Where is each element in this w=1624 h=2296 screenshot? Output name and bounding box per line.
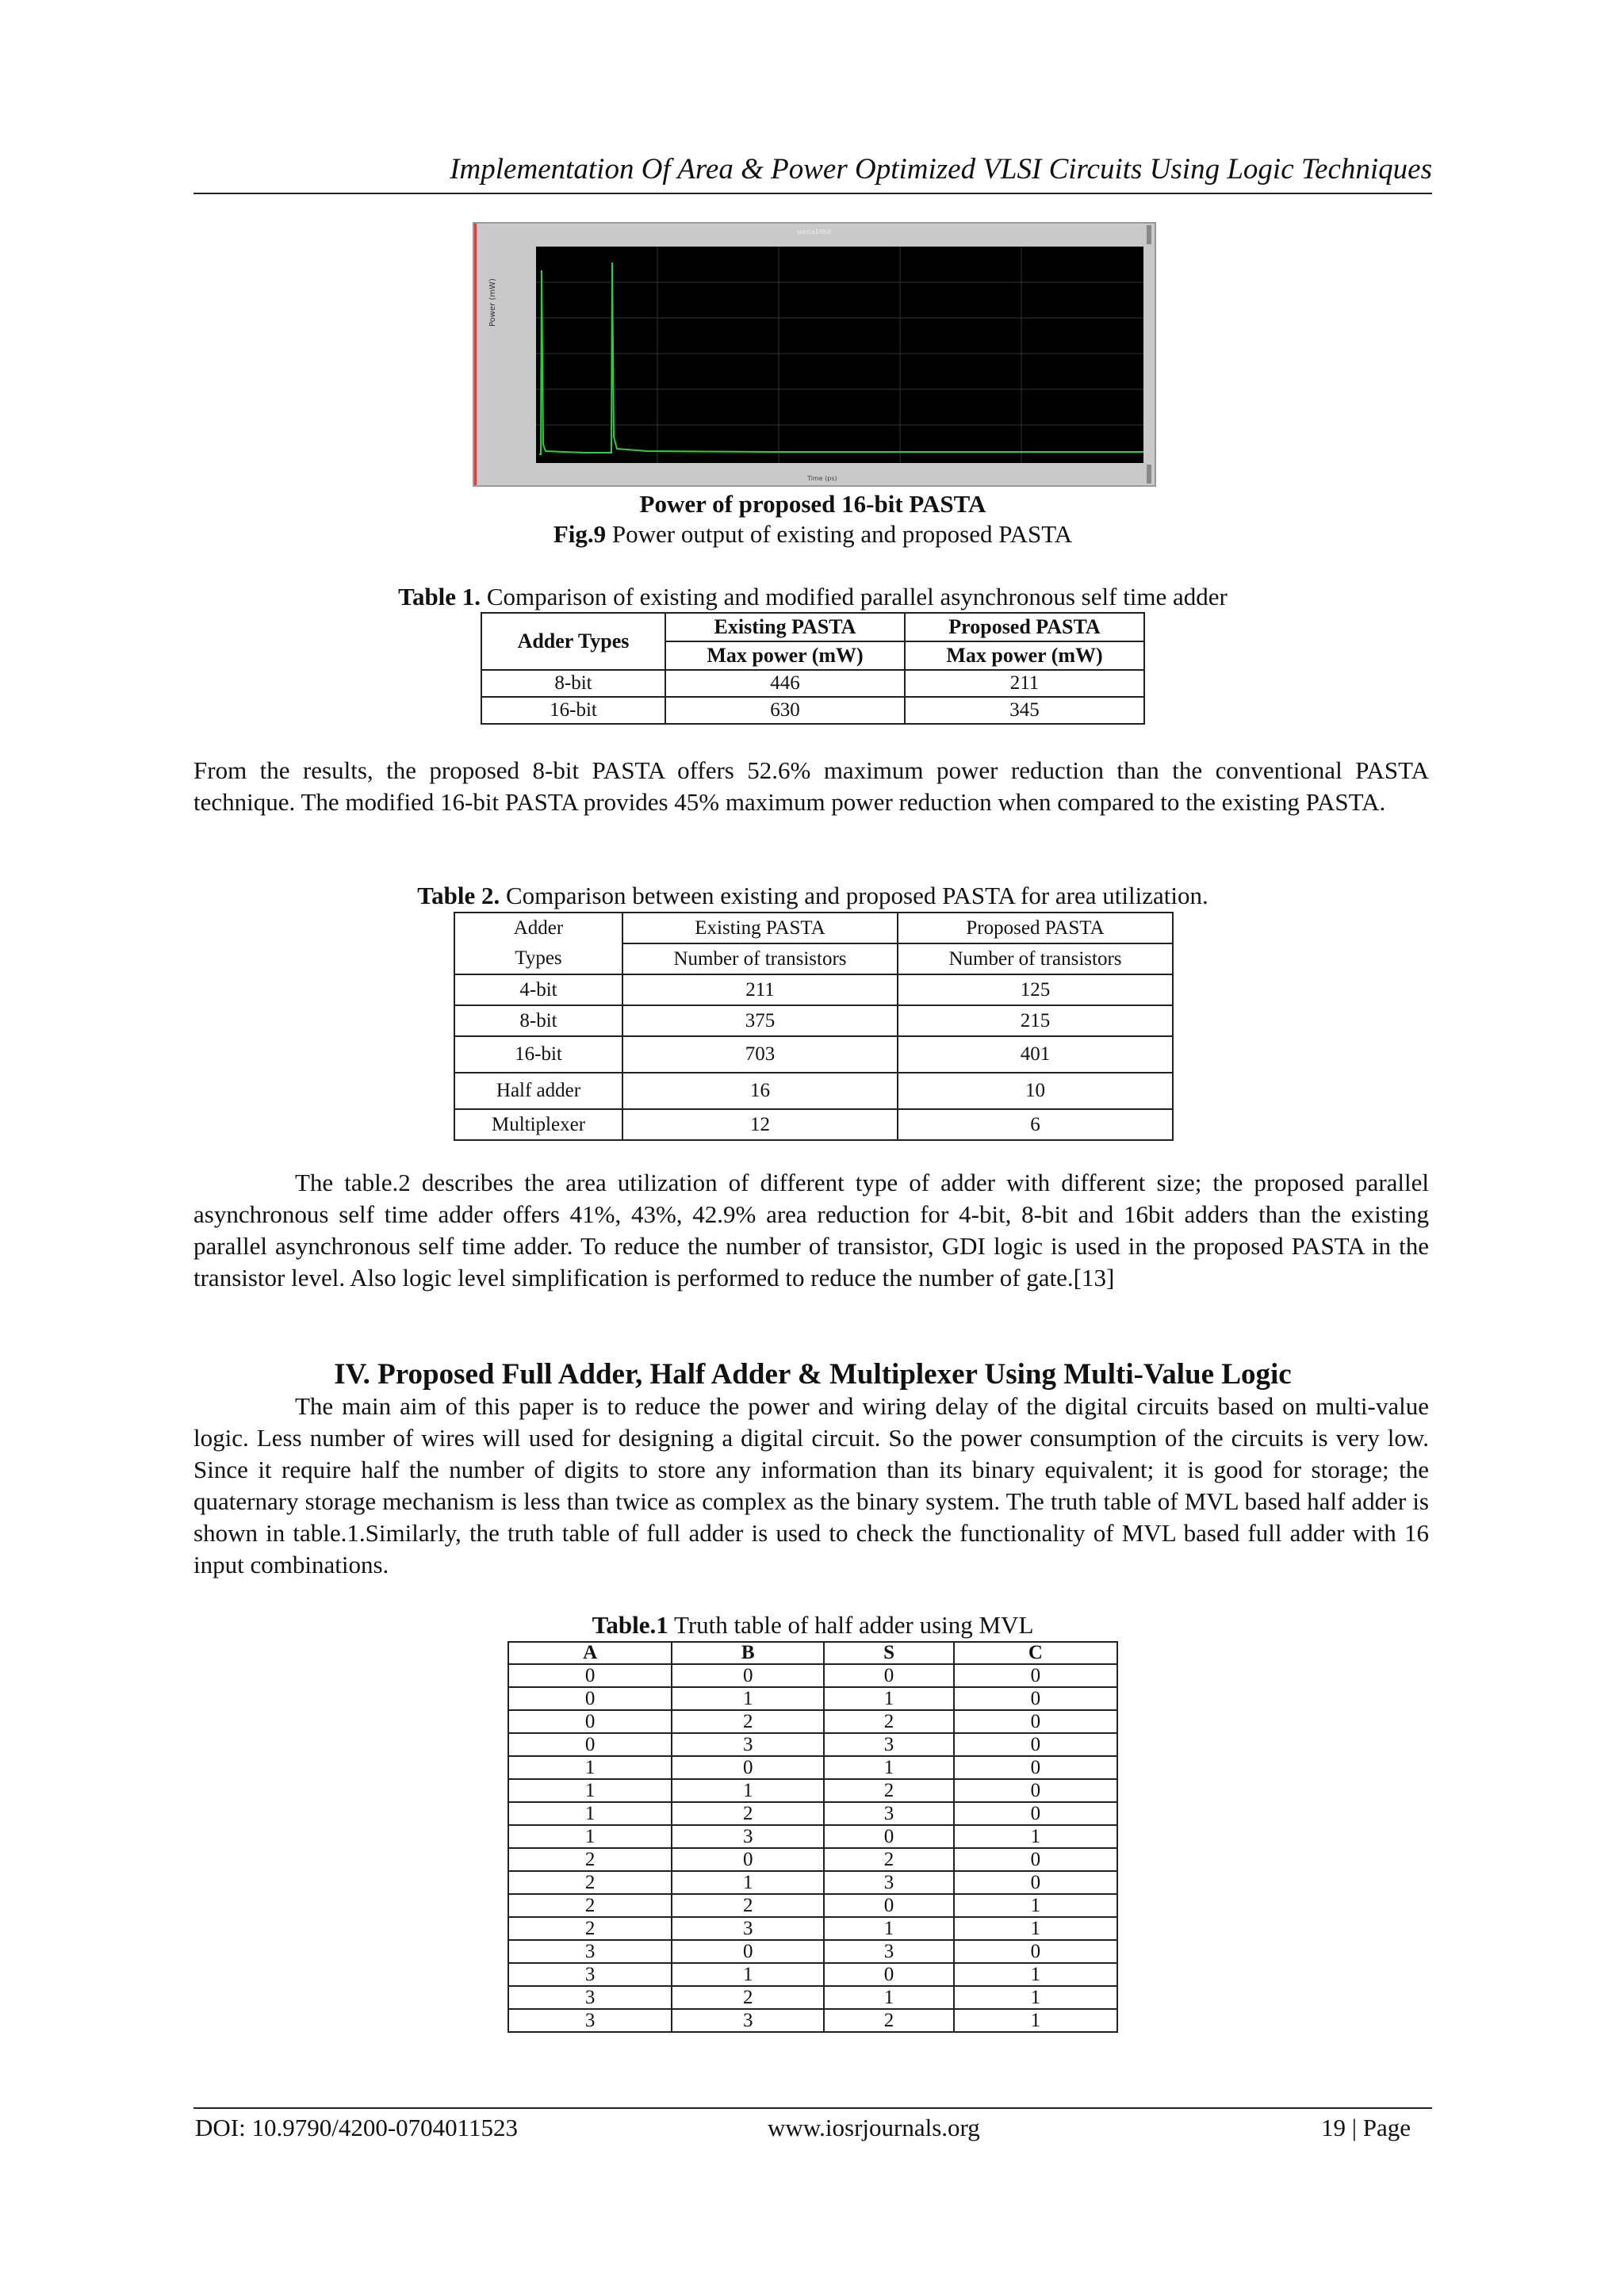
table2-header-existing: Existing PASTA [622, 913, 898, 943]
table-cell: 1 [672, 1871, 824, 1894]
table1-max-power [481, 612, 1145, 725]
table-row [508, 1664, 1117, 1687]
running-header: Implementation Of Area & Power Optimized VLSI Circuits Using Logic Techniques [193, 152, 1432, 194]
table1-subheader-proposed: Max power (mW) [905, 641, 1144, 670]
table-cell: 2 [508, 1894, 672, 1917]
table-cell: 0 [824, 1664, 953, 1687]
figure-subcaption: Power of proposed 16-bit PASTA [639, 490, 986, 518]
power-trace [539, 262, 1143, 454]
table-cell: Multiplexer [454, 1109, 622, 1140]
table-row [508, 1687, 1117, 1710]
table-cell: 16-bit [454, 1036, 622, 1073]
table1-caption [193, 583, 1432, 611]
scroll-handle-bottom [1147, 465, 1151, 484]
table-cell: 1 [508, 1779, 672, 1802]
table-cell: 0 [672, 1664, 824, 1687]
table-cell: 3 [824, 1871, 953, 1894]
table3-header-c: C [954, 1642, 1117, 1664]
table3-caption-text: Truth table of half adder using MVL [668, 1611, 1034, 1639]
footer-rule [193, 2107, 1432, 2109]
table-cell: 211 [905, 670, 1144, 697]
table-cell: 2 [672, 1986, 824, 2009]
table2-header-adder: Adder [454, 913, 622, 943]
table-row [508, 1779, 1117, 1802]
table-cell: 8-bit [481, 670, 665, 697]
table-cell: 0 [954, 1871, 1117, 1894]
table-cell: 2 [508, 1871, 672, 1894]
table-cell: 1 [824, 1917, 953, 1940]
table2-caption-text: Comparison between existing and proposed PASTA for area utilization. [500, 882, 1208, 909]
table-cell: 125 [898, 974, 1173, 1005]
figure-border-marker [474, 224, 477, 485]
table2-subheader-proposed: Number of transistors [898, 943, 1173, 974]
table-cell: 703 [622, 1036, 898, 1073]
table-row [454, 1036, 1173, 1073]
table1-header-existing: Existing PASTA [665, 613, 905, 641]
figure-caption [193, 520, 1432, 549]
table-cell: 3 [824, 1733, 953, 1756]
table-cell: 3 [508, 1940, 672, 1963]
table-row [454, 1073, 1173, 1109]
table-cell: 0 [824, 1963, 953, 1986]
table2-header-types: Types [454, 943, 622, 974]
table-cell: 1 [824, 1986, 953, 2009]
table1-caption-text: Comparison of existing and modified parallel asynchronous self time adder [481, 583, 1228, 610]
table-row [481, 697, 1144, 724]
table-cell: 1 [954, 1825, 1117, 1848]
table-cell: 2 [672, 1802, 824, 1825]
table-cell: 3 [672, 1917, 824, 1940]
table2-subheader-existing: Number of transistors [622, 943, 898, 974]
table-cell: 0 [508, 1710, 672, 1733]
table-row [508, 1963, 1117, 1986]
figure-caption-label: Fig.9 [553, 520, 607, 548]
table3-caption-label: Table.1 [592, 1611, 668, 1639]
table-row [508, 1986, 1117, 2009]
y-axis-label: Power (mW) [488, 278, 497, 327]
table-cell: 1 [954, 1963, 1117, 1986]
table-row [508, 1756, 1117, 1779]
table-cell: 1 [672, 1779, 824, 1802]
table-cell: 12 [622, 1109, 898, 1140]
table-cell: 0 [954, 1687, 1117, 1710]
table-cell: 630 [665, 697, 905, 724]
table-row [508, 1710, 1117, 1733]
scroll-handle-top [1147, 225, 1151, 244]
table3-truth-table [508, 1641, 1118, 2033]
table2-area-utilization [454, 912, 1174, 1141]
table3-caption [193, 1611, 1432, 1640]
table-row [508, 1940, 1117, 1963]
table-cell: 0 [672, 1756, 824, 1779]
footer-doi: DOI: 10.9790/4200-0704011523 [195, 2114, 518, 2141]
table1-caption-label: Table 1. [398, 583, 481, 610]
table-cell: 2 [508, 1848, 672, 1871]
table-cell: 1 [824, 1756, 953, 1779]
table-cell: 3 [508, 2009, 672, 2032]
table-cell: 0 [954, 1779, 1117, 1802]
table-row [508, 1733, 1117, 1756]
table-cell: 0 [824, 1825, 953, 1848]
table-row [508, 1848, 1117, 1871]
table-cell: 1 [954, 2009, 1117, 2032]
table-cell: 211 [622, 974, 898, 1005]
table-cell: 375 [622, 1005, 898, 1036]
table-cell: 1 [954, 1894, 1117, 1917]
table-cell: 2 [824, 2009, 953, 2032]
table-row [454, 974, 1173, 1005]
table-cell: 1 [954, 1986, 1117, 2009]
table-cell: 401 [898, 1036, 1173, 1073]
table1-header-proposed: Proposed PASTA [905, 613, 1144, 641]
table-cell: 1 [824, 1687, 953, 1710]
table-cell: 2 [824, 1779, 953, 1802]
table-row [508, 1871, 1117, 1894]
table3-header-s: S [824, 1642, 953, 1664]
table-cell: 0 [508, 1733, 672, 1756]
section-body: The main aim of this paper is to reduce the power and wiring delay of the digital circuits based on multi-value logic. Less number of wires will used for designing a digital circuit. So the power consumption of the circuits is very low. Since it require half the number of digits to store any information than its binary equivalent; it is good for storage; the quaternary storage mechanism is less than twice as complex as the binary system. The truth table of MVL based half adder is shown in table.1.Similarly, the truth table of full adder is used to check the functionality of MVL based full adder with 16 input combinations. [193, 1392, 1429, 1578]
table-cell: 0 [508, 1687, 672, 1710]
plot-title: pasta16bit [797, 228, 832, 235]
table-cell: 0 [672, 1848, 824, 1871]
table-cell: 3 [672, 2009, 824, 2032]
waveform-plot-area [536, 247, 1143, 463]
results-paragraph: From the results, the proposed 8-bit PASTA offers 52.6% maximum power reduction than the conventional PASTA technique. The modified 16-bit PASTA provides 45% maximum power reduction when compared to the existing PASTA. [193, 756, 1429, 816]
table-cell: 0 [954, 1733, 1117, 1756]
table-cell: 1 [672, 1963, 824, 1986]
table-cell: 10 [898, 1073, 1173, 1109]
table-cell: 215 [898, 1005, 1173, 1036]
table-row [454, 1005, 1173, 1036]
table-cell: 0 [954, 1756, 1117, 1779]
table-cell: 2 [824, 1848, 953, 1871]
x-axis-label: Time (ps) [807, 475, 837, 482]
table-row [508, 1894, 1117, 1917]
table-cell: 1 [954, 1917, 1117, 1940]
table3-header-b: B [672, 1642, 824, 1664]
table2-header-proposed: Proposed PASTA [898, 913, 1173, 943]
table-cell: 1 [508, 1825, 672, 1848]
table-cell: 16 [622, 1073, 898, 1109]
table1-subheader-existing: Max power (mW) [665, 641, 905, 670]
table-cell: 1 [672, 1687, 824, 1710]
table-row [454, 1109, 1173, 1140]
table-cell: 0 [508, 1664, 672, 1687]
table1-header-adder-types: Adder Types [481, 613, 665, 670]
table-cell: 0 [954, 1848, 1117, 1871]
area-paragraph: The table.2 describes the area utilization of different type of adder with different size; the proposed parallel asynchronous self time adder offers 41%, 43%, 42.9% area reduction for 4-bit, 8-bit and 16bit adders than the existing parallel asynchronous self time adder. To reduce the number of transistor, GDI logic is used in the proposed PASTA in the transistor level. Also logic level simplification is performed to reduce the number of gate.[13] [193, 1169, 1429, 1292]
table-cell: 3 [824, 1802, 953, 1825]
table-cell: 8-bit [454, 1005, 622, 1036]
table-cell: 2 [672, 1710, 824, 1733]
table-cell: 0 [824, 1894, 953, 1917]
table2-caption [193, 882, 1432, 910]
table-row [481, 670, 1144, 697]
table-row [508, 1917, 1117, 1940]
table-cell: 0 [954, 1940, 1117, 1963]
table-cell: 0 [954, 1802, 1117, 1825]
table-cell: 2 [824, 1710, 953, 1733]
table-cell: 3 [508, 1963, 672, 1986]
table-cell: 3 [672, 1733, 824, 1756]
section-heading: IV. Proposed Full Adder, Half Adder & Multiplexer Using Multi-Value Logic [334, 1358, 1292, 1391]
table-row [508, 1825, 1117, 1848]
table-cell: 0 [954, 1710, 1117, 1733]
table2-caption-label: Table 2. [417, 882, 500, 909]
table-cell: 1 [508, 1756, 672, 1779]
table-cell: 345 [905, 697, 1144, 724]
plot-gridlines [536, 247, 1143, 463]
table-row [508, 2009, 1117, 2032]
table-cell: 2 [672, 1894, 824, 1917]
footer-website: www.iosrjournals.org [768, 2114, 980, 2141]
waveform-svg [536, 247, 1143, 463]
table-cell: 3 [824, 1940, 953, 1963]
table-cell: 1 [508, 1802, 672, 1825]
table-cell: 4-bit [454, 974, 622, 1005]
table3-header-a: A [508, 1642, 672, 1664]
power-waveform-figure [473, 222, 1156, 487]
table-cell: 3 [672, 1825, 824, 1848]
table-row [508, 1802, 1117, 1825]
table-cell: Half adder [454, 1073, 622, 1109]
table-cell: 2 [508, 1917, 672, 1940]
table-cell: 0 [954, 1664, 1117, 1687]
figure-caption-text: Power output of existing and proposed PASTA [606, 520, 1073, 548]
table-cell: 3 [508, 1986, 672, 2009]
table-cell: 6 [898, 1109, 1173, 1140]
table-cell: 446 [665, 670, 905, 697]
table-cell: 16-bit [481, 697, 665, 724]
table-cell: 0 [672, 1940, 824, 1963]
footer-page-number: 19 | Page [1321, 2114, 1411, 2141]
